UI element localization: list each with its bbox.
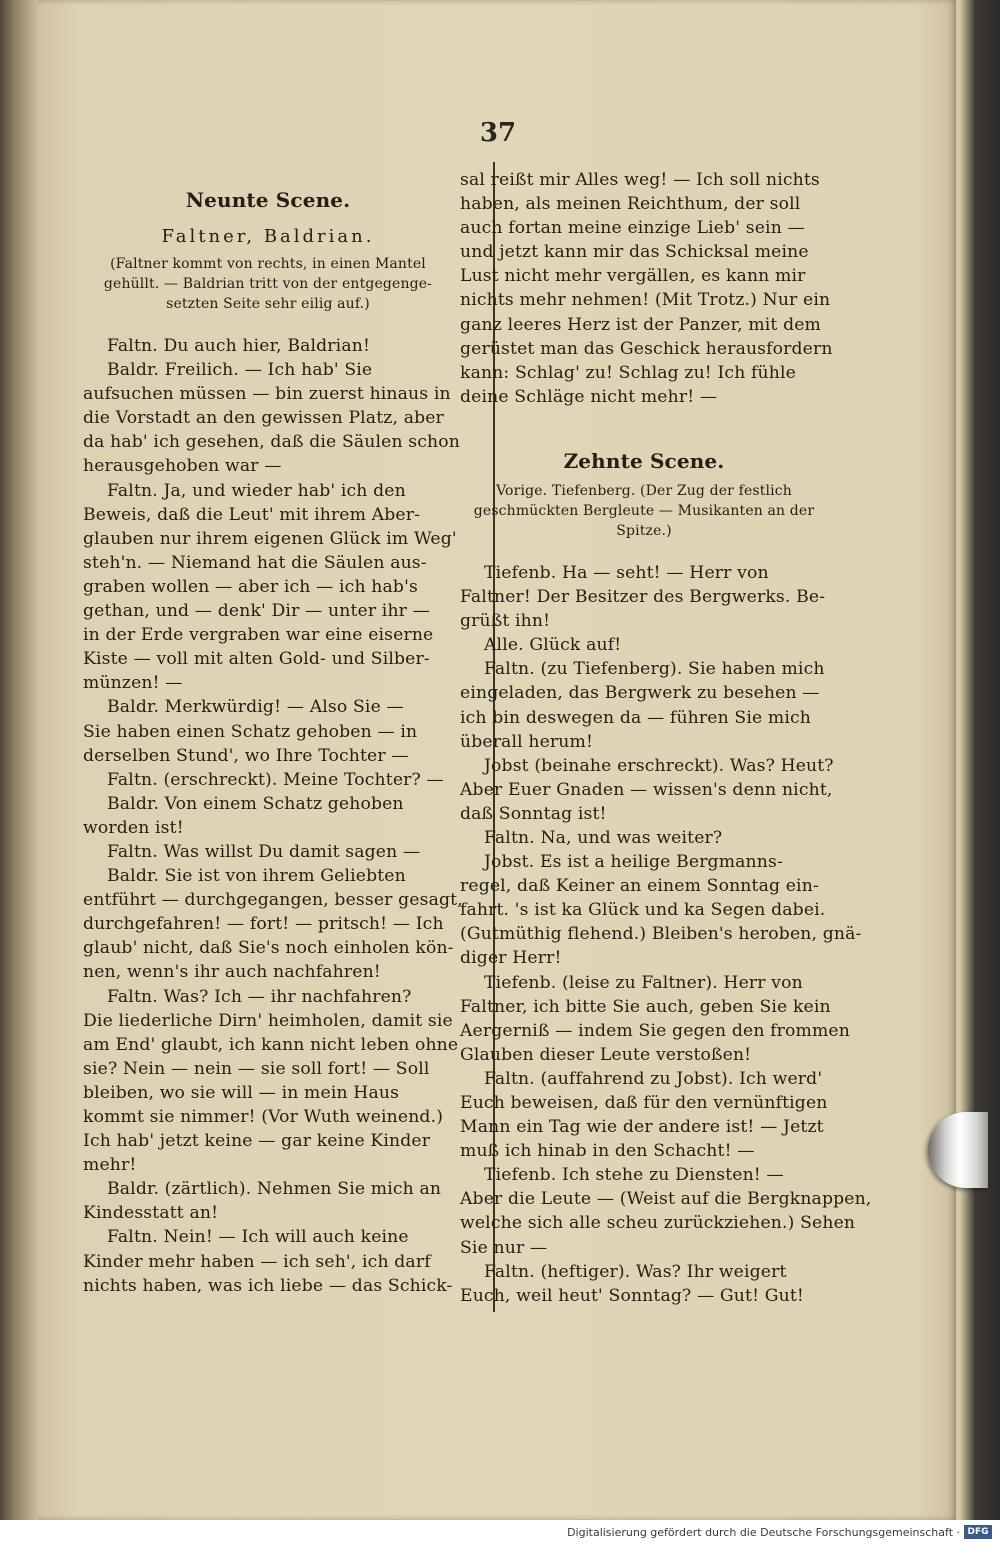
text-line: in der Erde vergraben war eine eiserne [83, 625, 434, 646]
text-line: grüßt ihn! [460, 611, 551, 632]
text-line: Faltn. Ja, und wieder hab' ich den [107, 480, 406, 501]
text-line: herausgehoben war — [83, 456, 282, 477]
text-line: entführt — durchgegangen, besser gesagt, [83, 890, 463, 911]
text-line: Baldr. Sie ist von ihrem Geliebten [107, 866, 406, 887]
text-line: Alle. Glück auf! [484, 635, 622, 656]
text-line: Jobst (beinahe erschreckt). Was? Heut? [484, 755, 834, 776]
text-line: diger Herr! [460, 948, 562, 969]
text-line: Faltner! Der Besitzer des Bergwerks. Be- [460, 587, 826, 608]
stage-direction [83, 254, 453, 314]
spacer [83, 314, 453, 334]
stage-direction [460, 481, 828, 541]
text-line: Jobst. Es ist a heilige Bergmanns- [484, 852, 783, 873]
text-line: durchgefahren! — fort! — pritsch! — Ich [83, 914, 444, 935]
text-line: Baldr. Merkwürdig! — Also Sie — [107, 697, 404, 718]
text-line: Tiefenb. Ich stehe zu Diensten! — [484, 1165, 784, 1186]
text-line: Kiste — voll mit alten Gold- und Silber- [83, 649, 430, 670]
text-line: gerüstet man das Geschick herausfordern [460, 338, 833, 359]
text-line: da hab' ich gesehen, daß die Säulen schon [83, 432, 460, 453]
text-line: Euch, weil heut' Sonntag? — Gut! Gut! [460, 1285, 804, 1306]
text-line: Baldr. Von einem Schatz gehoben [107, 793, 404, 814]
text-line: Tiefenb. (leise zu Faltner). Herr von [484, 972, 803, 993]
text-line: Glauben dieser Leute verstoßen! [460, 1044, 752, 1065]
text-line: Faltn. (erschreckt). Meine Tochter? — [107, 769, 444, 790]
text-line: am End' glaubt, ich kann nicht leben ohne [83, 1034, 459, 1055]
text-line: nen, wenn's ihr auch nachfahren! [83, 962, 381, 983]
text-line: die Vorstadt an den gewissen Platz, aber [83, 408, 444, 429]
text-line: nichts haben, was ich liebe — das Schick- [83, 1275, 453, 1296]
text-line: aufsuchen müssen — bin zuerst hinaus in [83, 384, 451, 405]
text-line: Tiefenb. Ha — seht! — Herr von [484, 562, 769, 583]
text-line: Aber die Leute — (Weist auf die Bergknappen, [460, 1189, 872, 1210]
text-line: bleiben, wo sie will — in mein Haus [83, 1082, 400, 1103]
stage-direction-line: Spitze.) [616, 522, 672, 539]
text-line: glaub' nicht, daß Sie's noch einholen kön- [83, 938, 454, 959]
stage-direction-line: (Faltner kommt von rechts, in einen Mantel [110, 256, 426, 272]
text-line: Faltn. (auffahrend zu Jobst). Ich werd' [484, 1068, 823, 1089]
text-line: glauben nur ihrem eigenen Glück im Weg' [83, 528, 457, 549]
page-number: 37 [479, 118, 517, 148]
text-line: überall herum! [460, 731, 593, 752]
text-line: kommt sie nimmer! (Vor Wuth weinend.) [83, 1107, 444, 1127]
text-line: Beweis, daß die Leut' mit ihrem Aber- [83, 504, 421, 525]
text-line: derselben Stund', wo Ihre Tochter — [83, 745, 409, 766]
book-spine [0, 0, 38, 1548]
text-line: Mann ein Tag wie der andere ist! — Jetzt [460, 1117, 824, 1138]
text-line: Sie nur — [460, 1237, 548, 1258]
text-line: auch fortan meine einzige Lieb' sein — [460, 218, 805, 239]
text-line: Lust nicht mehr vergällen, es kann mir [460, 266, 806, 287]
stage-direction-line: setzten Seite sehr eilig auf.) [166, 296, 370, 312]
text-line: Baldr. (zärtlich). Nehmen Sie mich an [107, 1179, 442, 1200]
text-line: Faltn. Was willst Du damit sagen — [107, 841, 421, 862]
text-line: ich bin deswegen da — führen Sie mich [460, 707, 812, 728]
text-line: Faltn. Na, und was weiter? [484, 827, 723, 848]
stage-direction-line: geschmückten Bergleute — Musikanten an der [473, 502, 815, 519]
dialogue-lines [460, 561, 872, 1308]
dialogue-lines [460, 168, 833, 409]
text-line: worden ist! [83, 817, 184, 838]
funding-credit: Digitalisierung gefördert durch die Deutsche Forschungsgemeinschaft · [567, 1526, 960, 1539]
stage-direction-line: Vorige. Tiefenberg. (Der Zug der festlich [496, 482, 792, 499]
text-line: regel, daß Keiner an einem Sonntag ein- [460, 876, 819, 897]
scene-title: Zehnte Scene. [563, 448, 725, 473]
text-line: und jetzt kann mir das Schicksal meine [460, 242, 809, 263]
text-line: Aber Euer Gnaden — wissen's denn nicht, [460, 779, 833, 800]
text-line: Kindesstatt an! [83, 1203, 219, 1224]
text-line: welche sich alle scheu zurückziehen.) Sehen [460, 1213, 856, 1234]
text-line: fahrt. 's ist ka Glück und ka Segen dabei. [460, 900, 826, 921]
text-line: eingeladen, das Bergwerk zu besehen — [460, 683, 820, 704]
spacer [460, 541, 828, 561]
spacer [460, 409, 828, 429]
scene-characters: Faltner, Baldrian. [161, 226, 375, 247]
text-line: Faltner, ich bitte Sie auch, geben Sie kein [460, 996, 831, 1017]
text-line: gethan, und — denk' Dir — unter ihr — [83, 601, 430, 622]
text-line: mehr! [83, 1155, 137, 1176]
stage-direction-line: gehüllt. — Baldrian tritt von der entgegenge- [103, 276, 433, 292]
dialogue-lines [83, 334, 463, 1298]
text-line: Sie haben einen Schatz gehoben — in [83, 721, 418, 742]
text-line: steh'n. — Niemand hat die Säulen aus- [83, 552, 427, 573]
text-line: (Gutmüthig flehend.) Bleiben's heroben, gnä- [460, 924, 862, 945]
text-line: daß Sonntag ist! [460, 803, 607, 824]
text-line: Aergerniß — indem Sie gegen den frommen [460, 1020, 850, 1041]
text-line: Faltn. (zu Tiefenberg). Sie haben mich [484, 659, 825, 680]
right-column [460, 168, 872, 1308]
text-line: haben, als meinen Reichthum, der soll [460, 194, 801, 215]
text-line: Faltn. Nein! — Ich will auch keine [107, 1227, 409, 1248]
text-line: Die liederliche Dirn' heimholen, damit sie [83, 1010, 453, 1031]
text-line: Euch beweisen, daß für den vernünftigen [460, 1093, 828, 1113]
text-line: Faltn. (heftiger). Was? Ihr weigert [484, 1261, 787, 1282]
text-line: Ich hab' jetzt keine — gar keine Kinder [83, 1131, 431, 1152]
text-line: Kinder mehr haben — ich seh', ich darf [83, 1251, 431, 1272]
text-line: kann: Schlag' zu! Schlag zu! Ich fühle [460, 362, 796, 383]
text-line: nichts mehr nehmen! (Mit Trotz.) Nur ein [460, 290, 831, 311]
text-line: ganz leeres Herz ist der Panzer, mit dem [460, 314, 822, 335]
text-line: graben wollen — aber ich — ich hab's [83, 576, 418, 597]
dfg-logo: DFG [964, 1525, 992, 1539]
left-column [83, 168, 463, 1298]
text-line: deine Schläge nicht mehr! — [460, 386, 718, 407]
text-line: Faltn. Was? Ich — ihr nachfahren? [107, 986, 412, 1007]
text-line: muß ich hinab in den Schacht! — [460, 1141, 755, 1162]
text-line: sie? Nein — nein — sie soll fort! — Soll [83, 1058, 430, 1079]
text-line: sal reißt mir Alles weg! — Ich soll nichts [460, 170, 820, 190]
text-line: münzen! — [83, 673, 183, 694]
text-line: Faltn. Du auch hier, Baldrian! [107, 336, 370, 356]
text-line: Baldr. Freilich. — Ich hab' Sie [107, 360, 373, 381]
scene-title: Neunte Scene. [185, 188, 351, 212]
